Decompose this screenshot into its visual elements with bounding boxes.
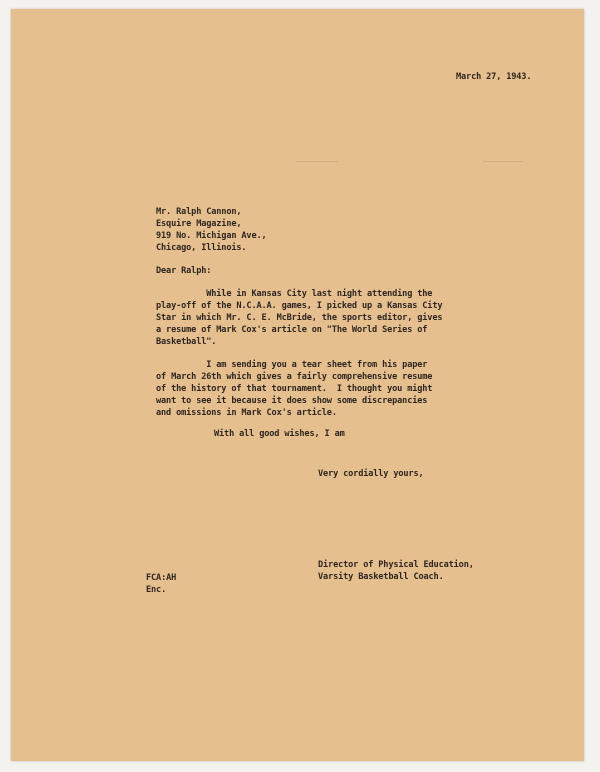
body-line: want to see it because it does show some discrepancies (156, 396, 428, 406)
complimentary-close: Very cordially yours, (318, 469, 424, 479)
body-line: a resume of Mark Cox's article on "The World Series of (156, 325, 428, 335)
body-line: Basketball". (156, 337, 217, 347)
faint-mark (296, 161, 338, 162)
enclosure-note: Enc. (146, 585, 167, 595)
typist-initials: FCA:AH (146, 573, 177, 583)
body-line: I am sending you a tear sheet from his paper (156, 360, 428, 370)
faint-mark (483, 161, 523, 162)
signature-title-2: Varsity Basketball Coach. (318, 572, 444, 582)
body-line: Star in which Mr. C. E. McBride, the sports editor, gives (156, 313, 443, 323)
body-line: While in Kansas City last night attending the (156, 289, 433, 299)
body-line: of the history of that tournament. I thought you might (156, 384, 433, 394)
letter-date: March 27, 1943. (456, 72, 532, 82)
body-line: of March 26th which gives a fairly comprehensive resume (156, 372, 433, 382)
letter-page (11, 9, 584, 761)
salutation: Dear Ralph: (156, 266, 212, 276)
closing-line: With all good wishes, I am (214, 429, 345, 439)
recipient-street: 919 No. Michigan Ave., (156, 231, 267, 241)
recipient-name: Mr. Ralph Cannon, (156, 207, 242, 217)
body-line: play-off of the N.C.A.A. games, I picked up a Kansas City (156, 301, 443, 311)
recipient-company: Esquire Magazine, (156, 219, 242, 229)
body-line: and omissions in Mark Cox's article. (156, 408, 337, 418)
signature-title-1: Director of Physical Education, (318, 560, 474, 570)
recipient-city: Chicago, Illinois. (156, 243, 247, 253)
